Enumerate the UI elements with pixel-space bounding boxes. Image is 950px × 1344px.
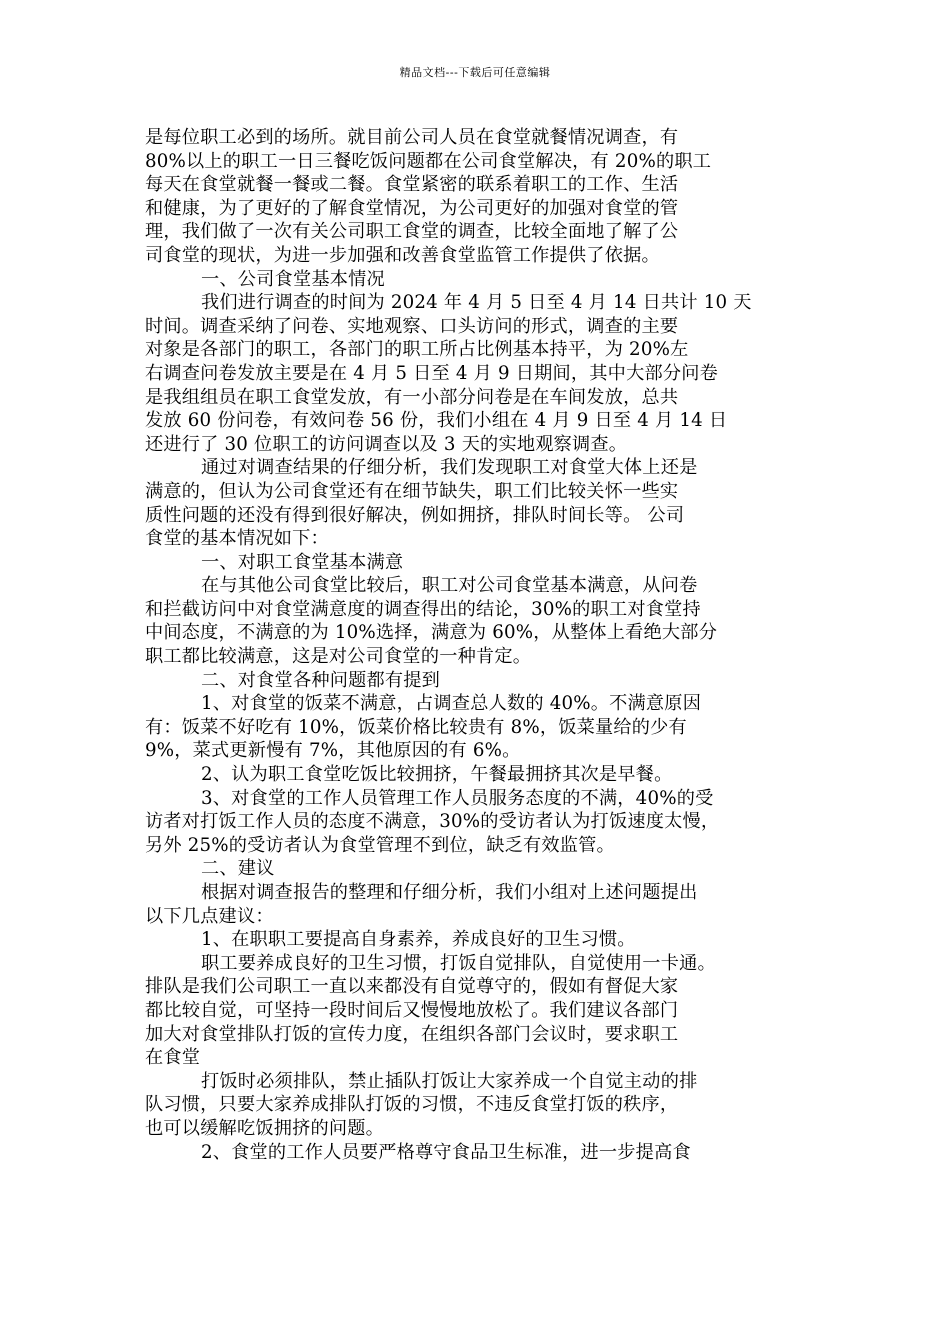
text-line: 我们进行调查的时间为 2024 年 4 月 5 日至 4 月 14 日共计 10 天	[201, 292, 752, 314]
text-line: 在食堂	[145, 1047, 201, 1069]
text-line: 和健康，为了更好的了解食堂情况，为公司更好的加强对食堂的管	[145, 197, 679, 219]
text-line: 在与其他公司食堂比较后，职工对公司食堂基本满意，从问卷	[201, 575, 698, 597]
text-line: 根据对调查报告的整理和仔细分析，我们小组对上述问题提出	[201, 882, 698, 903]
text-line: 1、对食堂的饭菜不满意，占调查总人数的 40%。不满意原因	[201, 693, 702, 715]
text-line: 时间。调查采纳了问卷、实地观察、口头访问的形式，调查的主要	[145, 315, 679, 337]
text-line: 2、认为职工食堂吃饭比较拥挤，午餐最拥挤其次是早餐。	[201, 764, 673, 786]
page-header: 精品文档---下载后可任意编辑	[399, 66, 551, 79]
text-line: 80%以上的职工一日三餐吃饭问题都在公司食堂解决，有 20%的职工	[145, 150, 712, 172]
text-line: 满意的，但认为公司食堂还有在细节缺失，职工们比较关怀一些实	[145, 480, 679, 502]
text-line: 是我组组员在职工食堂发放，有一小部分问卷是在车间发放，总共	[145, 386, 679, 408]
text-line: 排队是我们公司职工一直以来都没有自觉尊守的，假如有督促大家	[145, 976, 679, 998]
text-line: 通过对调查结果的仔细分析，我们发现职工对食堂大体上还是	[201, 457, 698, 479]
text-line: 右调查问卷发放主要是在 4 月 5 日至 4 月 9 日期间，其中大部分问卷	[145, 362, 719, 384]
text-line: 食堂的基本情况如下：	[145, 528, 329, 550]
text-line: 理，我们做了一次有关公司职工食堂的调查，比较全面地了解了公	[145, 221, 679, 243]
text-line: 二、对食堂各种问题都有提到	[201, 669, 441, 691]
text-line: 队习惯，只要大家养成排队打饭的习惯，不违反食堂打饭的秩序，	[145, 1094, 679, 1116]
text-line: 质性问题的还没有得到很好解决，例如拥挤，排队时间长等。 公司	[145, 504, 685, 526]
text-line: 3、对食堂的工作人员管理工作人员服务态度的不满，40%的受	[201, 787, 714, 809]
text-line: 对象是各部门的职工，各部门的职工所占比例基本持平，为 20%左	[145, 339, 689, 361]
text-line: 是每位职工必到的场所。就目前公司人员在食堂就餐情况调查，有	[145, 127, 679, 148]
text-line: 一、对职工食堂基本满意	[201, 551, 404, 573]
text-line: 一、公司食堂基本情况	[201, 268, 385, 290]
text-line: 打饭时必须排队，禁止插队打饭让大家养成一个自觉主动的排	[201, 1070, 698, 1092]
text-line: 9%，菜式更新慢有 7%，其他原因的有 6%。	[145, 740, 521, 762]
text-line: 还进行了 30 位职工的访问调查以及 3 天的实地观察调查。	[145, 433, 628, 455]
text-line: 以下几点建议：	[145, 905, 274, 927]
text-line: 中间态度，不满意的为 10%选择，满意为 60%，从整体上看绝大部分	[145, 622, 718, 644]
text-line: 另外 25%的受访者认为食堂管理不到位，缺乏有效监管。	[145, 834, 615, 856]
text-line: 有：饭菜不好吃有 10%，饭菜价格比较贵有 8%，饭菜量给的少有	[145, 716, 687, 738]
text-line: 都比较自觉，可坚持一段时间后又慢慢地放松了。我们建议各部门	[145, 999, 679, 1021]
text-line: 发放 60 份问卷，有效问卷 56 份，我们小组在 4 月 9 日至 4 月 14 日	[145, 410, 728, 432]
text-line: 职工要养成良好的卫生习惯，打饭自觉排队，自觉使用一卡通。	[201, 952, 716, 974]
text-line: 二、建议	[201, 858, 275, 880]
text-line: 2、食堂的工作人员要严格尊守食品卫生标准，进一步提高食	[201, 1141, 691, 1163]
text-line: 1、在职职工要提高自身素养，养成良好的卫生习惯。	[201, 929, 636, 951]
text-line: 加大对食堂排队打饭的宣传力度，在组织各部门会议时，要求职工	[145, 1023, 679, 1045]
text-line: 职工都比较满意，这是对公司食堂的一种肯定。	[145, 646, 532, 668]
text-line: 司食堂的现状，为进一步加强和改善食堂监管工作提供了依据。	[145, 244, 660, 266]
document-body	[145, 126, 810, 1164]
text-line: 访者对打饭工作人员的态度不满意，30%的受访者认为打饭速度太慢，	[145, 811, 720, 833]
text-line: 和拦截访问中对食堂满意度的调查得出的结论，30%的职工对食堂持	[145, 598, 701, 620]
text-line: 也可以缓解吃饭拥挤的问题。	[145, 1117, 385, 1139]
text-line: 每天在食堂就餐一餐或二餐。食堂紧密的联系着职工的工作、生活	[145, 174, 679, 196]
